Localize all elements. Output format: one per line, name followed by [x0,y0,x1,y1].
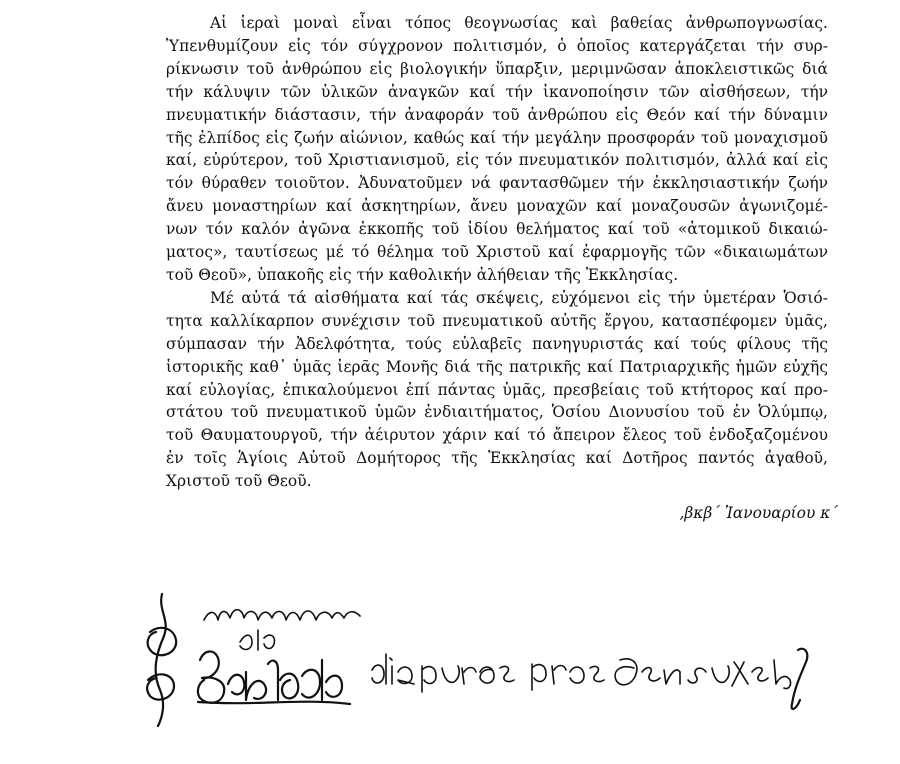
text-line: τῆς ἐλπίδος εἰς ζωήν αἰώνιον, καθώς καί τήν μεγάλην προσφοράν τοῦ μοναχισμοῦ [166,128,828,147]
text-line: Αἱ ἱεραὶ μοναὶ εἶναι τόπος θεογνωσίας καὶ βαθείας ἀνθρωπογνωσίας. [210,14,828,32]
text-line: ἱστορικῆς καθ᾽ ὑμᾶς ἱερᾶς Μονῆς διά τῆς πατρικῆς καί Πατριαρχικῆς ἡμῶν εὐχῆς [166,357,828,376]
text-line: ἐν τοῖς Ἁγίοις Αὐτοῦ Δομήτορος τῆς Ἐκκλησίας καί Δοτῆρος παντός ἀγαθοῦ, [166,449,828,468]
text-line: ρίκνωσιν τοῦ ἀνθρώπου εἰς βιολογικήν ὕπαρξιν, μεριμνῶσαν ἀποκλειστικῶς διά [166,59,828,78]
text-line: τοῦ Θαυματουργοῦ, τήν ἀέιρυτον χάριν καί τό ἄπειρον ἔλεος τοῦ ἐνδοξαζομένου [166,426,828,445]
text-line: ματος», ταυτίσεως μέ τό θέλημα τοῦ Χριστοῦ καί ἐφαρμογῆς τῶν «δικαιωμάτων [166,243,828,262]
date-line: ,βκβ΄ Ἰανουαρίου κ΄ [679,504,838,522]
text-line: καί εὐλογίας, ἐπικαλούμενοι ἐπί πάντας ὑμᾶς, πρεσβείαις τοῦ κτήτορος καί προ- [166,380,828,399]
handwritten-signature [140,580,820,730]
text-line: σύμπασαν τήν Ἀδελφότητα, τούς εὐλαβεῖς πανηγυριστάς καί τούς φίλους τῆς [166,334,828,353]
text-line: Μέ αὐτά τά αἰσθήματα καί τάς σκέψεις, εὐχόμενοι εἰς τήν ὑμετέραν Ὁσιό- [210,288,828,307]
text-line: καί, εὐρύτερον, τοῦ Χριστιανισμοῦ, εἰς τόν πνευματικόν πολιτισμόν, ἀλλά καί εἰς [166,151,828,170]
paragraph-2 [166,287,828,493]
text-line: Ὑπενθυμίζουν εἰς τόν σύγχρονον πολιτισμόν, ὁ ὁποῖος κατεργάζεται τήν συρ- [166,36,828,55]
text-line: νων τόν καλόν ἀγῶνα ἐκκοπῆς τοῦ ἰδίου θελήματος καί τοῦ «ἀτομικοῦ δικαιώ- [166,220,828,239]
text-line: τήν κάλυψιν τῶν ὑλικῶν ἀναγκῶν καί τήν ἱκανοποίησιν τῶν αἰσθήσεων, τήν [166,82,828,101]
text-line: τόν θύραθεν τοιοῦτον. Ἀδυνατοῦμεν νά φαντασθῶμεν τήν ἐκκλησιαστικήν ζωήν [166,174,828,193]
text-line: τητα καλλίκαρπον συνέχισιν τοῦ πνευματικοῦ αὐτῆς ἔργου, κατασπέφομεν ὑμᾶς, [166,311,828,330]
signature-drawing [140,580,820,730]
text-line: Χριστοῦ τοῦ Θεοῦ. [166,472,312,491]
letter-body [166,12,828,493]
paragraph-1 [166,12,828,287]
text-line: πνευματικήν διάστασιν, τήν ἀναφοράν τοῦ ἀνθρώπου εἰς Θεόν καί τήν δύναμιν [166,105,828,124]
text-line: ἄνευ μοναστηρίων καί ἀσκητηρίων, ἄνευ μοναχῶν καί μοναζουσῶν ἀγωνιζομέ- [166,197,828,216]
text-line: στάτου τοῦ πνευματικοῦ ὑμῶν ἐνδιαιτήματος, Ὁσίου Διονυσίου τοῦ ἐν Ὀλύμπῳ, [166,403,828,422]
text-line: τοῦ Θεοῦ», ὑπακοῆς εἰς τήν καθολικήν ἀλήθειαν τῆς Ἐκκλησίας. [166,265,679,284]
